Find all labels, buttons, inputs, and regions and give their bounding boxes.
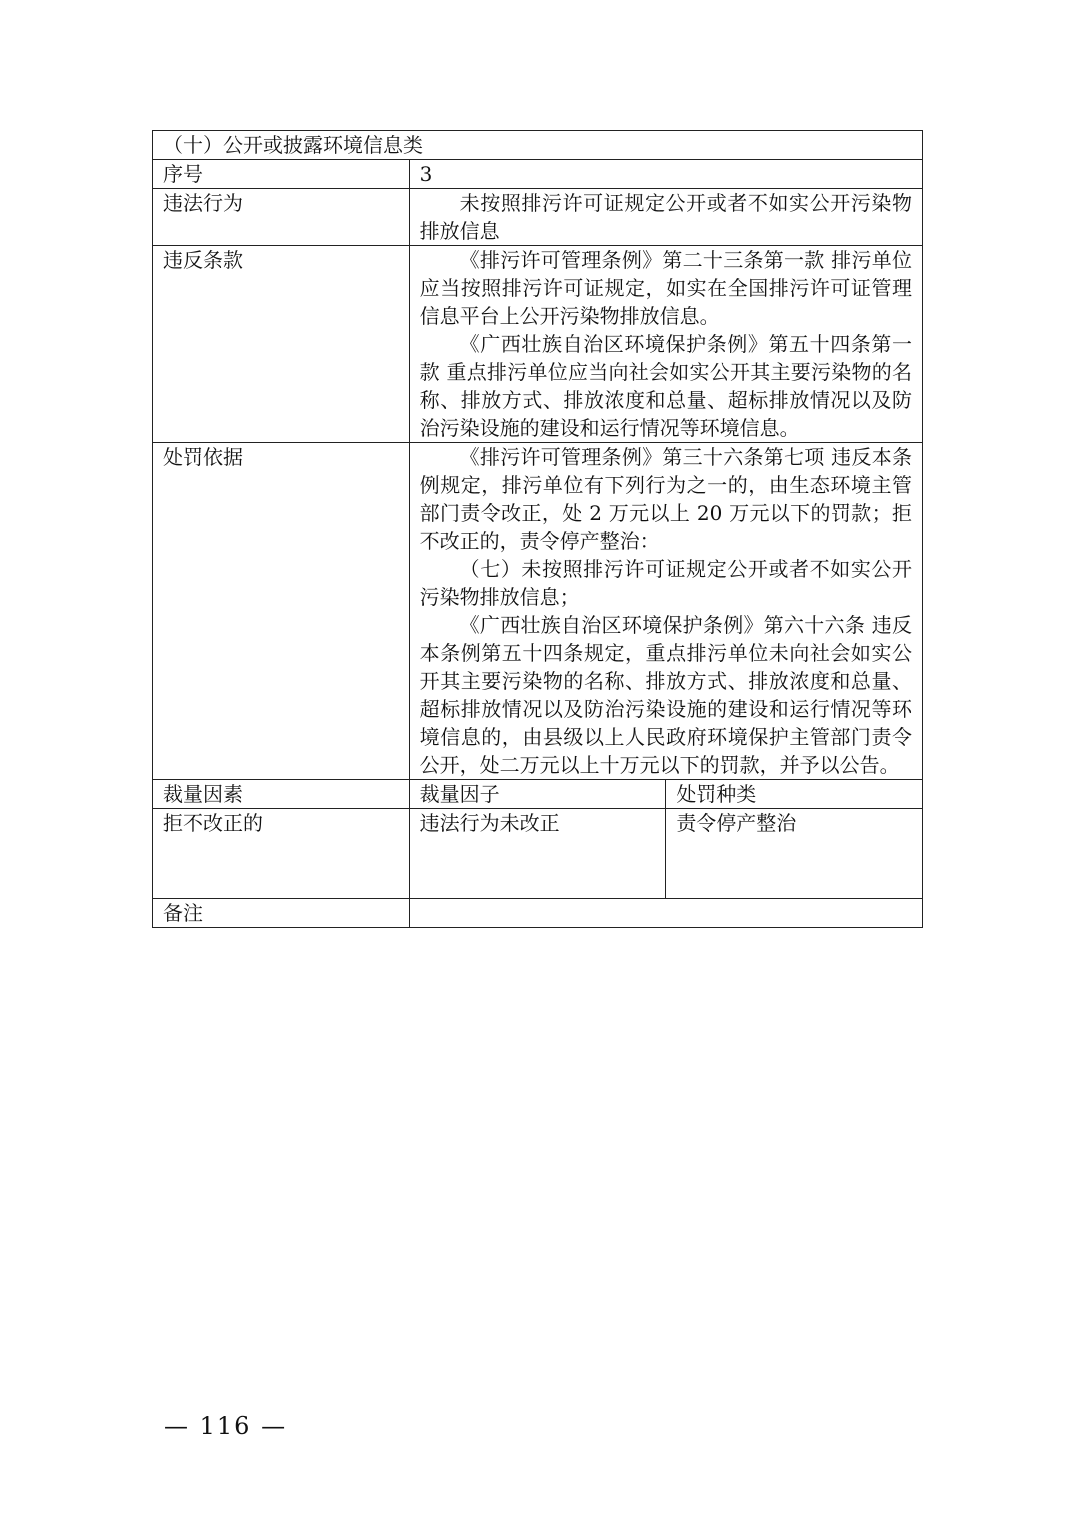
- serial-label: 序号: [153, 160, 410, 189]
- violated-clause-row: [153, 246, 923, 443]
- violated-clause-label: 违反条款: [153, 246, 410, 443]
- penalty-basis-row: [153, 443, 923, 780]
- discretion-factor: 拒不改正的: [153, 809, 410, 899]
- discretion-item-row: [153, 809, 923, 899]
- violation-row: [153, 189, 923, 246]
- section-title: （十）公开或披露环境信息类: [153, 131, 923, 160]
- violation-text: 未按照排污许可证规定公开或者不如实公开污染物排放信息: [419, 191, 912, 243]
- discretion-subfactor: 违法行为未改正: [409, 809, 666, 899]
- serial-row: [153, 160, 923, 189]
- violated-clause-paragraph: 《排污许可管理条例》第二十三条第一款 排污单位应当按照排污许可证规定，如实在全国排污许可证管理信息平台上公开污染物排放信息。: [419, 248, 912, 328]
- remarks-value: [409, 899, 922, 928]
- discretion-factor-header: 裁量因素: [153, 780, 410, 809]
- violated-clause-paragraph: 《广西壮族自治区环境保护条例》第五十四条第一款 重点排污单位应当向社会如实公开其主要污染物的名称、排放方式、排放浓度和总量、超标排放情况以及防治污染设施的建设和运行情况等环境信息。: [419, 332, 912, 440]
- remarks-row: [153, 899, 923, 928]
- violation-label: 违法行为: [153, 189, 410, 246]
- page-number: — 116 —: [164, 1412, 288, 1440]
- remarks-label: 备注: [153, 899, 410, 928]
- serial-value: 3: [409, 160, 922, 189]
- penalty-basis-label: 处罚依据: [153, 443, 410, 780]
- discretion-header-row: [153, 780, 923, 809]
- penalty-basis-paragraph: （七）未按照排污许可证规定公开或者不如实公开污染物排放信息；: [419, 557, 912, 609]
- penalty-basis-paragraph: 《排污许可管理条例》第三十六条第七项 违反本条例规定，排污单位有下列行为之一的，由生态环境主管部门责令改正，处 2 万元以上 20 万元以下的罚款；拒不改正的，责令停产整治：: [419, 445, 912, 553]
- penalty-discretion-table: [152, 130, 923, 928]
- penalty-type: 责令停产整治: [666, 809, 923, 899]
- penalty-basis-paragraph: 《广西壮族自治区环境保护条例》第六十六条 违反本条例第五十四条规定，重点排污单位未向社会如实公开其主要污染物的名称、排放方式、排放浓度和总量、超标排放情况以及防治污染设施的建设和运行情况等环境信息的，由县级以上人民政府环境保护主管部门责令公开，处二万元以上十万元以下的罚款，并予以公告。: [419, 613, 912, 777]
- penalty-type-header: 处罚种类: [666, 780, 923, 809]
- discretion-subfactor-header: 裁量因子: [409, 780, 666, 809]
